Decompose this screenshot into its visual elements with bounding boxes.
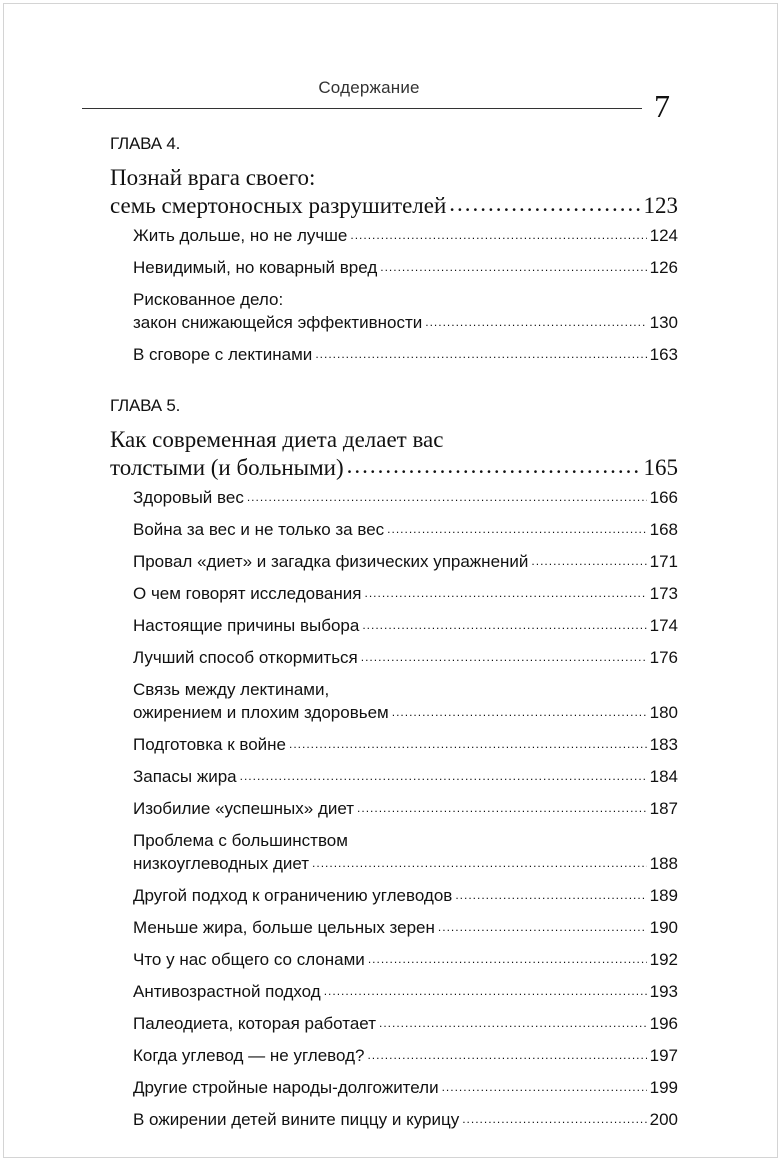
leader-dots <box>364 580 646 605</box>
chapter-title-line2: толстыми (и больными) <box>110 455 344 480</box>
chapter-4 <box>110 134 678 368</box>
header-rule <box>82 108 642 109</box>
toc-entry[interactable] <box>133 829 678 877</box>
chapter-entries <box>110 224 678 368</box>
leader-dots <box>380 254 646 279</box>
leader-dots <box>387 516 646 541</box>
toc-entry[interactable] <box>133 288 678 336</box>
toc-entry[interactable] <box>133 518 678 543</box>
table-of-contents <box>110 134 678 1161</box>
toc-entry[interactable] <box>133 343 678 368</box>
entry-page: 190 <box>649 918 678 937</box>
leader-dots <box>362 612 646 637</box>
toc-entry[interactable] <box>133 678 678 726</box>
toc-entry[interactable] <box>133 1108 678 1133</box>
entry-title-line1: Связь между лектинами, <box>133 680 330 699</box>
leader-dots <box>449 190 640 218</box>
leader-dots <box>315 341 646 366</box>
chapter-5 <box>110 396 678 1133</box>
leader-dots <box>379 1010 647 1035</box>
entry-page: 180 <box>649 703 678 722</box>
leader-dots <box>347 452 641 480</box>
leader-dots <box>425 309 646 334</box>
entry-page: 124 <box>649 226 678 245</box>
toc-entry[interactable] <box>133 646 678 671</box>
entry-page: 168 <box>649 520 678 539</box>
leader-dots <box>392 699 647 724</box>
leader-dots <box>350 222 646 247</box>
chapter-page: 165 <box>643 455 678 480</box>
chapter-title-line1: Как современная диета делает вас <box>110 427 444 452</box>
entry-title: Невидимый, но коварный вред <box>133 258 378 277</box>
entry-title: О чем говорят исследования <box>133 584 362 603</box>
toc-entry[interactable] <box>133 1076 678 1101</box>
chapter-title-line2: семь смертоносных разрушителей <box>110 193 447 218</box>
leader-dots <box>357 795 647 820</box>
entry-page: 174 <box>649 616 678 635</box>
leader-dots <box>324 978 647 1003</box>
entry-title: Изобилие «успешных» диет <box>133 799 355 818</box>
leader-dots <box>240 763 647 788</box>
entry-title: Лучший способ откормиться <box>133 648 358 667</box>
leader-dots <box>442 1074 647 1099</box>
leader-dots <box>247 484 647 509</box>
entry-title: Когда углевод — не углевод? <box>133 1046 365 1065</box>
toc-entry[interactable] <box>133 916 678 941</box>
entry-page: 189 <box>649 886 678 905</box>
entry-title: Здоровый вес <box>133 488 244 507</box>
entry-title: В ожирении детей вините пиццу и курицу <box>133 1110 460 1129</box>
entry-page: 163 <box>649 345 678 364</box>
entry-page: 192 <box>649 950 678 969</box>
leader-dots <box>531 548 646 573</box>
entry-title: Война за вес и не только за вес <box>133 520 385 539</box>
toc-entry[interactable] <box>133 884 678 909</box>
entry-title: Антивозрастной подход <box>133 982 321 1001</box>
toc-entry[interactable] <box>133 1044 678 1069</box>
toc-entry[interactable] <box>133 582 678 607</box>
chapter-entries <box>110 486 678 1133</box>
entry-title: Что у нас общего со слонами <box>133 950 365 969</box>
entry-page: 166 <box>649 488 678 507</box>
entry-page: 193 <box>649 982 678 1001</box>
entry-page: 184 <box>649 767 678 786</box>
entry-title-line1: Рискованное дело: <box>133 290 284 309</box>
entry-page: 197 <box>649 1046 678 1065</box>
running-head: Содержание <box>318 78 420 97</box>
entry-page: 187 <box>649 799 678 818</box>
leader-dots <box>462 1106 646 1131</box>
entry-page: 199 <box>649 1078 678 1097</box>
entry-title: Другой подход к ограничению углеводов <box>133 886 453 905</box>
chapter-label: ГЛАВА 5. <box>110 396 181 415</box>
entry-title: Жить дольше, но не лучше <box>133 226 348 245</box>
entry-title: В сговоре с лектинами <box>133 345 313 364</box>
toc-entry[interactable] <box>133 765 678 790</box>
chapter-label: ГЛАВА 4. <box>110 134 181 153</box>
entry-page: 188 <box>649 854 678 873</box>
leader-dots <box>368 946 647 971</box>
entry-title-line1: Проблема с большинством <box>133 831 348 850</box>
entry-title: Провал «диет» и загадка физических упражнений <box>133 552 529 571</box>
entry-page: 171 <box>649 552 678 571</box>
toc-entry[interactable] <box>133 486 678 511</box>
leader-dots <box>455 882 646 907</box>
toc-entry[interactable] <box>133 550 678 575</box>
entry-title: закон снижающейся эффективности <box>133 313 423 332</box>
entry-page: 173 <box>649 584 678 603</box>
entry-title: Другие стройные народы-долгожители <box>133 1078 439 1097</box>
entry-page: 126 <box>649 258 678 277</box>
entry-title: Подготовка к войне <box>133 735 286 754</box>
toc-entry[interactable] <box>133 224 678 249</box>
entry-title: Запасы жира <box>133 767 237 786</box>
leader-dots <box>312 850 647 875</box>
leader-dots <box>438 914 647 939</box>
chapter-page: 123 <box>643 193 678 218</box>
leader-dots <box>367 1042 646 1067</box>
toc-entry[interactable] <box>133 733 678 758</box>
toc-entry[interactable] <box>133 980 678 1005</box>
entry-title: Меньше жира, больше цельных зерен <box>133 918 435 937</box>
page-number: 7 <box>654 88 670 124</box>
entry-title: Палеодиета, которая работает <box>133 1014 376 1033</box>
chapter-title[interactable] <box>110 164 678 220</box>
leader-dots <box>289 731 647 756</box>
entry-title: Настоящие причины выбора <box>133 616 360 635</box>
chapter-title[interactable] <box>110 426 678 482</box>
leader-dots <box>361 644 647 669</box>
entry-page: 183 <box>649 735 678 754</box>
entry-page: 200 <box>649 1110 678 1129</box>
toc-entry[interactable] <box>133 797 678 822</box>
entry-title: ожирением и плохим здоровьем <box>133 703 389 722</box>
toc-entry[interactable] <box>133 256 678 281</box>
entry-title: низкоуглеводных диет <box>133 854 310 873</box>
entry-page: 196 <box>649 1014 678 1033</box>
chapter-title-line1: Познай врага своего: <box>110 165 316 190</box>
toc-entry[interactable] <box>133 1012 678 1037</box>
entry-page: 130 <box>649 313 678 332</box>
toc-entry[interactable] <box>133 614 678 639</box>
toc-entry[interactable] <box>133 948 678 973</box>
entry-page: 176 <box>649 648 678 667</box>
